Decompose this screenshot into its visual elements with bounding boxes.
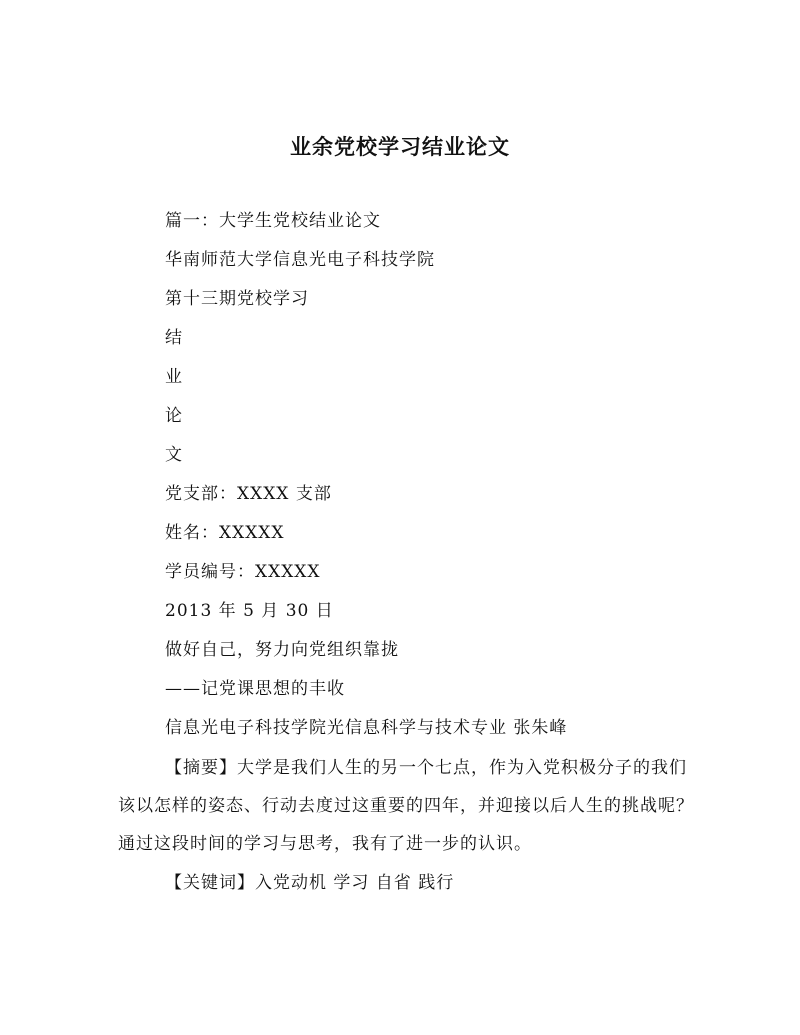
date-line: 2013 年 5 月 30 日 (165, 601, 334, 621)
essay-title-line: 做好自己，努力向党组织靠拢 (165, 640, 399, 660)
author-line: 信息光电子科技学院光信息科学与技术专业 张朱峰 (165, 718, 568, 738)
student-id-line: 学员编号：XXXXX (165, 562, 321, 582)
vertical-char-1: 结 (165, 328, 183, 348)
subtitle-line: 篇一：大学生党校结业论文 (165, 211, 381, 231)
document-title: 业余党校学习结业论文 (290, 135, 510, 159)
vertical-char-2: 业 (165, 367, 183, 387)
school-line: 华南师范大学信息光电子科技学院 (165, 250, 435, 270)
session-line: 第十三期党校学习 (165, 289, 309, 309)
abstract-paragraph: 【摘要】大学是我们人生的另一个七点，作为入党积极分子的我们该以怎样的姿态、行动去度过这重要的四年，并迎接以后人生的挑战呢？通过这段时间的学习与思考，我有了进一步的认识。 (118, 758, 694, 854)
vertical-char-3: 论 (165, 406, 183, 426)
party-branch-line: 党支部：XXXX 支部 (165, 484, 332, 504)
essay-subtitle-line: ——记党课思想的丰收 (165, 679, 345, 699)
keywords-line: 【关键词】入党动机 学习 自省 践行 (165, 873, 455, 893)
vertical-char-4: 文 (165, 445, 183, 465)
name-line: 姓名：XXXXX (165, 523, 285, 543)
